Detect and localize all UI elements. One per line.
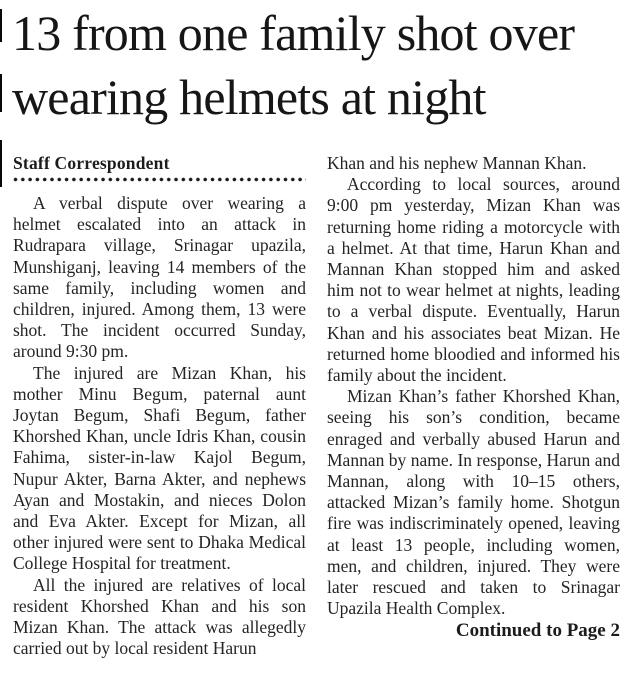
paragraph-1: A verbal dispute over wearing a helmet escalated into an attack in Rudrapara village, Srinagar upazila, Munshiganj, leaving 14 members of the same family, including women and children, injured. Among them, 13 were shot. The incident occurred Sunday, around 9:30 pm. <box>13 193 306 362</box>
paragraph-2: The injured are Mizan Khan, his mother Minu Begum, paternal aunt Joytan Begum, Shafi Begum, father Khorshed Khan, uncle Idris Khan, cousin Fahima, sister-in-law Kajol Begum, Nupur Akter, Barna Akter, and nephews Ayan and Mostakin, and nieces Dolon and Eva Akter. Except for Mizan, all other injured were sent to Dhaka Medical College Hospital for treatment. <box>13 362 306 574</box>
left-column <box>13 153 306 659</box>
paragraph-4: According to local sources, around 9:00 pm yesterday, Mizan Khan was returning home riding a motorcycle with a helmet. At that time, Harun Khan and Mannan Khan stopped him and asked him not to wear helmet at nights, leading to a verbal dispute. Eventually, Harun Khan and his associates beat Mizan. He returned home bloodied and informed his family about the incident. <box>327 174 620 386</box>
paragraph-5: Mizan Khan’s father Khorshed Khan, seeing his son’s condition, became enraged and verbally abused Harun and Mannan by name. In response, Harun and Mannan, along with 10–15 others, attacked Mizan’s family home. Shotgun fire was indiscriminately opened, leaving at least 13 people, including women, men, and children, injured. They were later rescued and taken to Srinagar Upazila Health Complex. <box>327 386 620 619</box>
byline: Staff Correspondent <box>13 153 170 173</box>
paragraph-3: All the injured are relatives of local resident Khorshed Khan and his son Mizan Khan. The attack was allegedly carried out by local resident Harun <box>13 574 306 659</box>
right-column <box>327 153 620 659</box>
left-edge-artifact <box>0 74 2 112</box>
dotted-rule <box>13 177 306 182</box>
left-edge-artifact <box>0 9 2 42</box>
continued-notice: Continued to Page 2 <box>455 620 620 642</box>
left-edge-artifact <box>0 140 2 187</box>
paragraph-3-continuation: Khan and his nephew Mannan Khan. <box>327 153 587 173</box>
article-headline: 13 from one family shot over wearing helmets at night <box>12 5 575 125</box>
article-body <box>0 153 627 659</box>
